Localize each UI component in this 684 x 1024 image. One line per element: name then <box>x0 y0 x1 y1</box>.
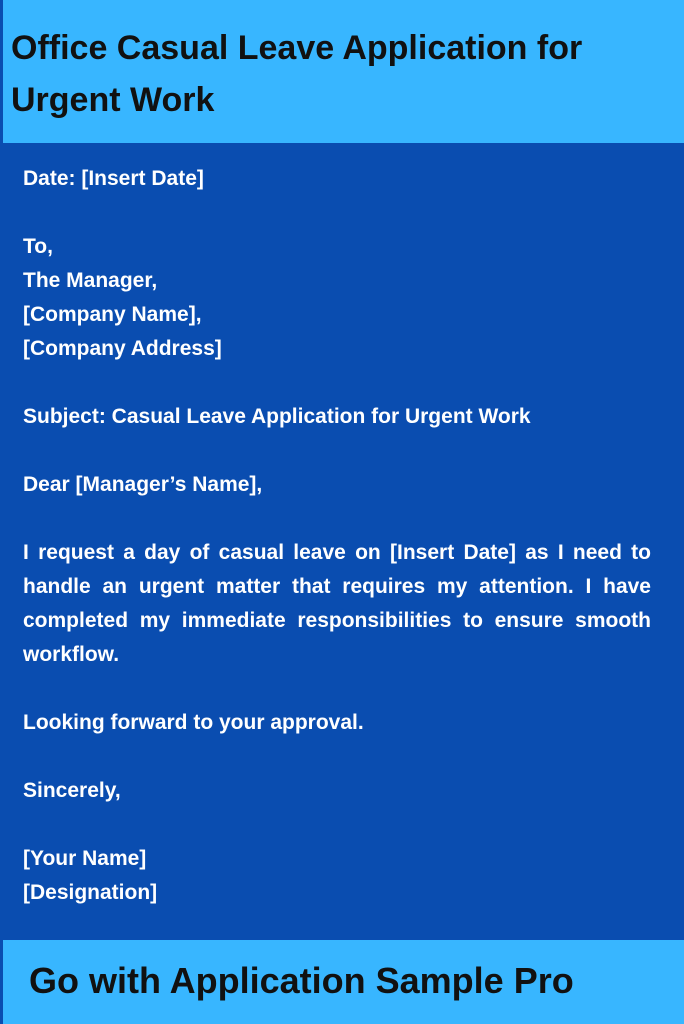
spacer <box>23 196 651 230</box>
spacer <box>23 808 651 842</box>
closing-line: Looking forward to your approval. <box>23 711 364 734</box>
letter-subject: Subject: Casual Leave Application for Urgent Work <box>23 405 531 428</box>
company-name: [Company Name], <box>23 303 202 326</box>
designation: [Designation] <box>23 881 158 904</box>
letter-to: To, <box>23 235 53 258</box>
letter-panel <box>0 143 684 940</box>
company-address: [Company Address] <box>23 337 222 360</box>
letter-greeting: Dear [Manager’s Name], <box>23 473 263 496</box>
spacer <box>23 366 651 400</box>
your-name: [Your Name] <box>23 847 147 870</box>
letter-body <box>23 162 651 910</box>
letter-paragraph: I request a day of casual leave on [Insert Date] as I need to handle an urgent matter that requires my attention. I have completed my immediate responsibilities to ensure smooth workflow. <box>23 541 651 666</box>
spacer <box>23 672 651 706</box>
recipient-title: The Manager, <box>23 269 158 292</box>
spacer <box>23 434 651 468</box>
letter-date: Date: [Insert Date] <box>23 167 204 190</box>
footer-text: Go with Application Sample Pro <box>29 960 574 1001</box>
spacer <box>23 502 651 536</box>
page-title: Office Casual Leave Application for Urgent Work <box>11 29 583 119</box>
spacer <box>23 740 651 774</box>
footer-banner <box>0 940 684 1024</box>
header-banner <box>0 0 684 143</box>
sign-off: Sincerely, <box>23 779 121 802</box>
